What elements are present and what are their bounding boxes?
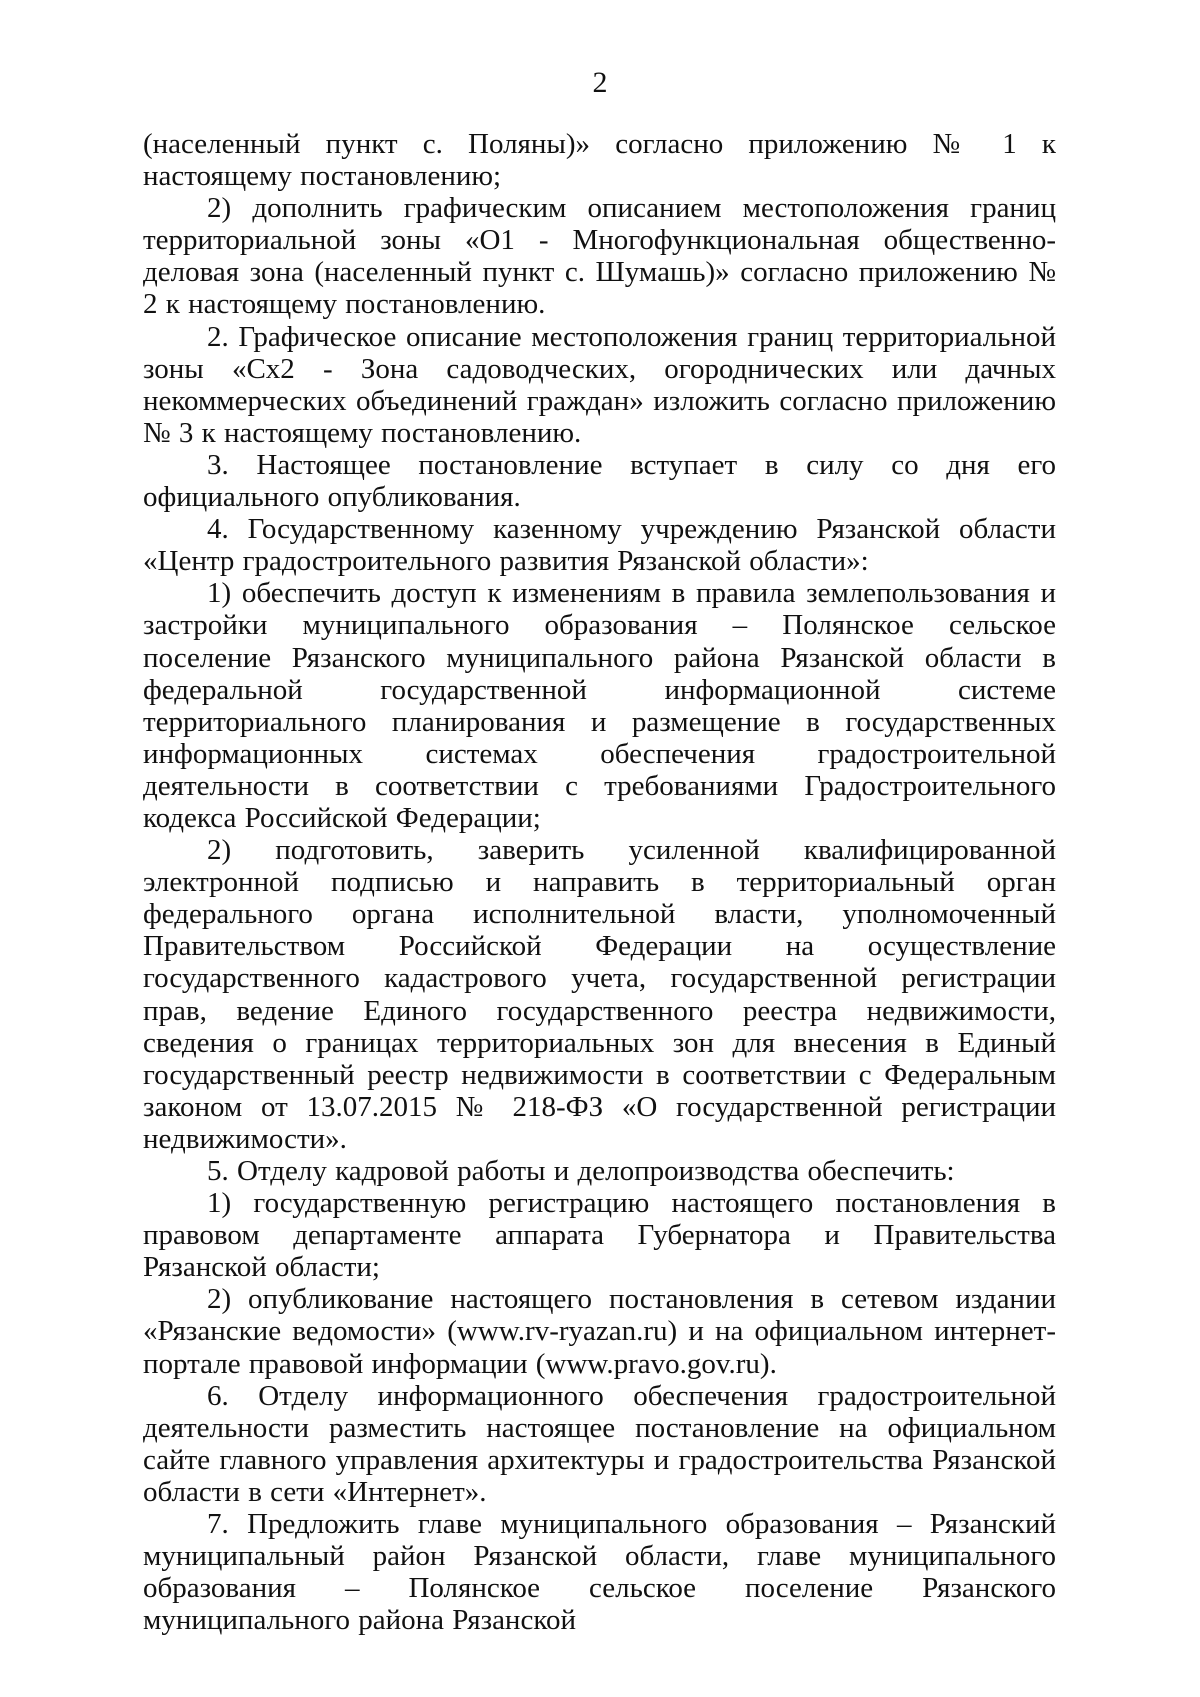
document-body: [143, 128, 1056, 1636]
paragraph-clause-3: 3. Настоящее постановление вступает в силу со дня его официального опубликования.: [143, 448, 1056, 514]
paragraph-clause-4-item-2: 2) подготовить, заверить усиленной квалифицированной электронной подписью и направить в территориальный орган федерального органа исполнительной власти, уполномоченный Правительством Российской Федерации на осуществление государственного кадастрового учета, государственной регистрации прав, ведение Единого государственного реестра недвижимости, сведения о границах территориальных зон для внесения в Единый государственный реестр недвижимости в соответствии с Федеральным законом от 13.07.2015 № 218-ФЗ «О государственной регистрации недвижимости».: [143, 834, 1056, 1155]
paragraph-clause-6: 6. Отделу информационного обеспечения градостроительной деятельности разместить настоящее постановление на официальном сайте главного управления архитектуры и градостроительства Рязанской области в сети «Интернет».: [143, 1379, 1056, 1508]
paragraph-clause-7: 7. Предложить главе муниципального образования – Рязанский муниципальный район Рязанской области, главе муниципального образования – Полянское сельское поселение Рязанского муниципального района Рязанской: [143, 1508, 1056, 1637]
page-number: 2: [592, 66, 608, 99]
paragraph-clause-5: 5. Отделу кадровой работы и делопроизводства обеспечить:: [207, 1155, 955, 1187]
paragraph-continuation: (населенный пункт с. Поляны)» согласно приложению № 1 к настоящему постановлению;: [143, 128, 1056, 193]
paragraph-clause-2: 2. Графическое описание местоположения границ территориальной зоны «Сх2 - Зона садоводческих, огороднических или дачных некоммерческих объединений граждан» изложить согласно приложению № 3 к настоящему постановлению.: [143, 320, 1056, 449]
paragraph-clause-4-item-1: 1) обеспечить доступ к изменениям в правила землепользования и застройки муниципального образования – Полянское сельское поселение Рязанского муниципального района Рязанской области в федеральной государственной информационной системе территориального планирования и размещение в государственных информационных системах обеспечения градостроительной деятельности в соответствии с требованиями Градостроительного кодекса Российской Федерации;: [143, 577, 1056, 834]
paragraph-item-1-2: 2) дополнить графическим описанием местоположения границ территориальной зоны «О1 - Многофункциональная общественно-деловая зона (населенный пункт с. Шумашь)» согласно приложению № 2 к настоящему постановлению.: [143, 192, 1056, 321]
paragraph-clause-5-item-1: 1) государственную регистрацию настоящего постановления в правовом департаменте аппарата Губернатора и Правительства Рязанской области;: [143, 1187, 1056, 1284]
paragraph-clause-5-item-2: 2) опубликование настоящего постановления в сетевом издании «Рязанские ведомости» (www.rv-ryazan.ru) и на официальном интернет-портале правовой информации (www.pravo.gov.ru).: [143, 1283, 1056, 1380]
paragraph-clause-4: 4. Государственному казенному учреждению Рязанской области «Центр градостроительного развития Рязанской области»:: [143, 513, 1056, 578]
